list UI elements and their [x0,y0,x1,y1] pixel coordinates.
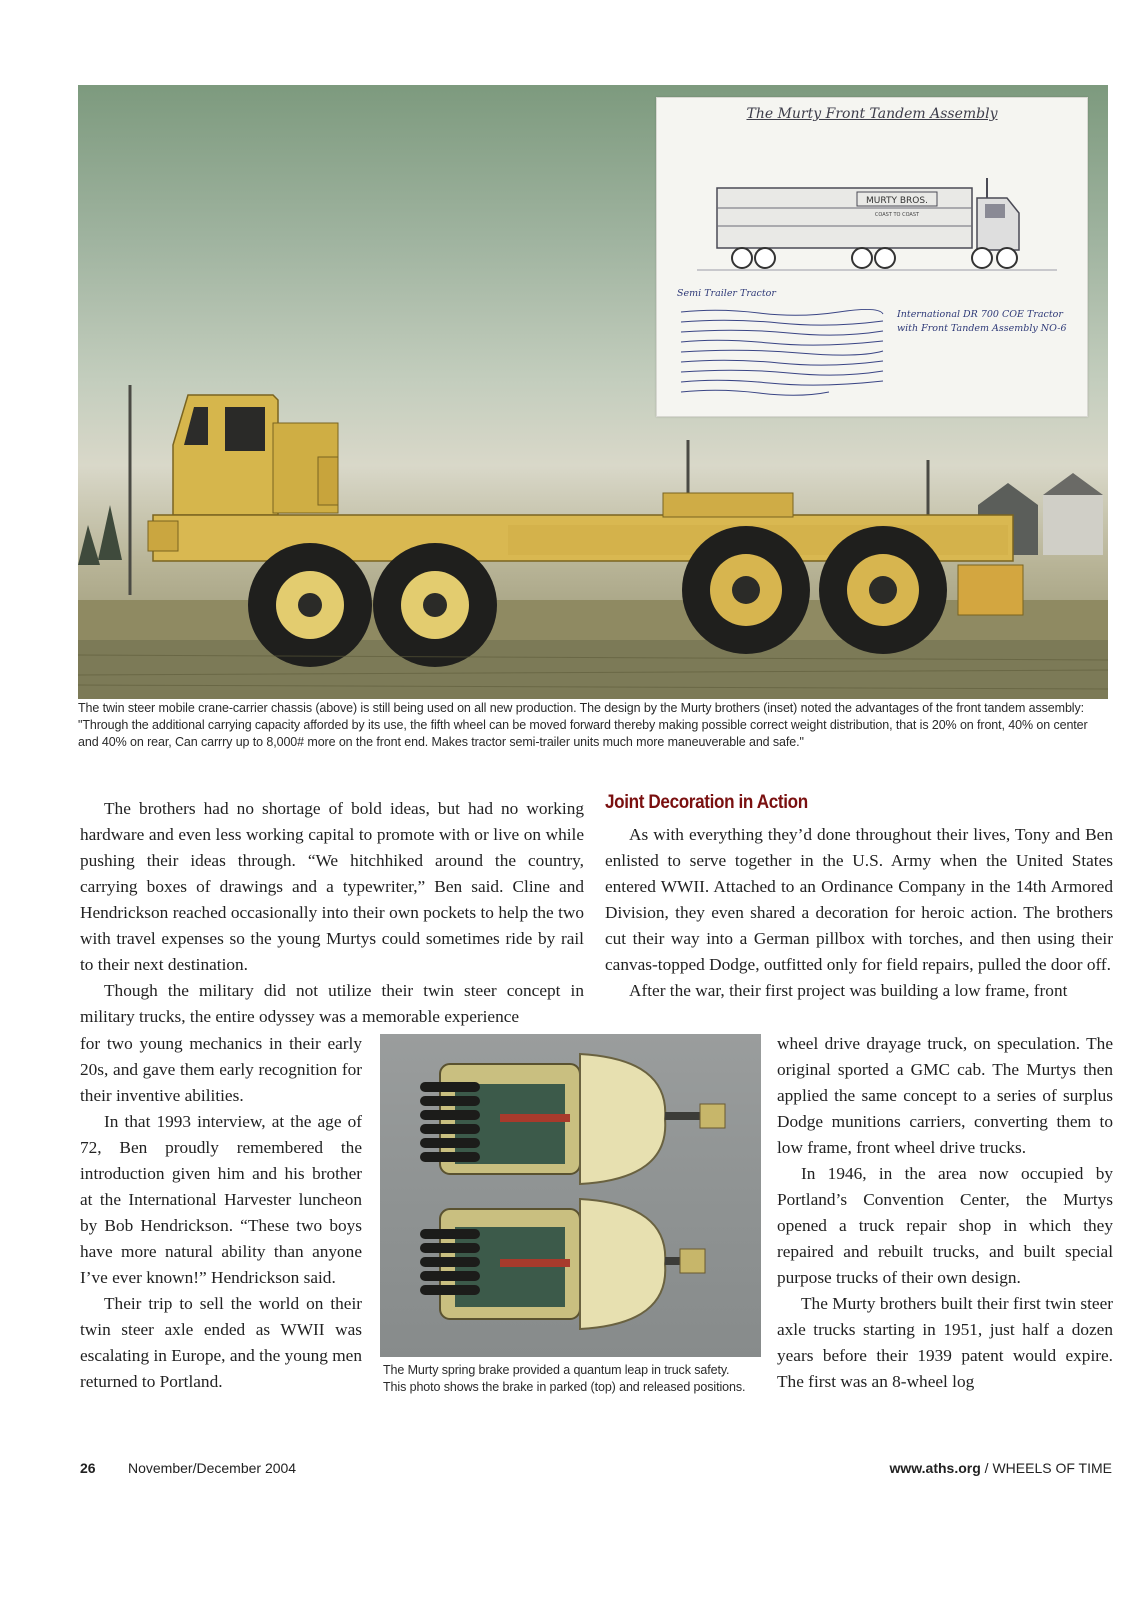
spring-brake-photo [380,1034,761,1357]
trailer-lettering: MURTY BROS. [866,196,928,206]
site-url: www.aths.org [889,1460,981,1476]
magazine-name: WHEELS OF TIME [992,1460,1112,1476]
inset-title: The Murty Front Tandem Assembly [746,106,998,122]
inset-patent-drawing [656,97,1088,417]
paragraph: Their trip to sell the world on their twin steer axle ended as WWII was escalating in Europe, and the young men returned to Portland. [80,1294,362,1391]
issue-date: November/December 2004 [128,1460,297,1476]
article-column-2-wrap [777,1031,1113,1395]
article-column-1 [80,796,584,1030]
paragraph: The Murty brothers built their first twin steer axle trucks starting in 1951, just half a dozen years before their 1939 patent would expire. The first was an 8-wheel log [777,1294,1113,1391]
paragraph: In 1946, in the area now occupied by Portland’s Convention Center, the Murtys opened a truck repair shop in which they repaired and rebuilt trucks, and built special purpose trucks of their own design. [777,1164,1113,1287]
inset-note-left: Semi Trailer Tractor [677,288,776,299]
paragraph: In that 1993 interview, at the age of 72, Ben proudly remembered the introduction given him and his brother at the International Harvester luncheon by Bob Hendrickson. “These two boys have more natural ability than anyone I’ve ever known!” Hendrickson said. [80,1112,362,1287]
paragraph: After the war, their first project was building a low frame, front [629,981,1068,1000]
article-column-2 [605,822,1113,1004]
trailer-sublettering: COAST TO COAST [874,212,920,218]
brake-caption: The Murty spring brake provided a quantum leap in truck safety. This photo shows the brake in parked (top) and released positions. [383,1363,746,1394]
footer-site [890,1460,1113,1476]
semi-trailer-sketch [697,158,1057,278]
section-heading: Joint Decoration in Action [605,792,808,813]
paragraph: Though the military did not utilize their twin steer concept in military trucks, the entire odyssey was a memorable experience [80,981,584,1026]
paragraph: for two young mechanics in their early 20s, and gave them early recognition for their inventive abilities. [80,1034,362,1105]
paragraph: As with everything they’d done throughout their lives, Tony and Ben enlisted to serve together in the U.S. Army when the United States entered WWII. Attached to an Ordinance Company in the 14th Armored Division, they even shared a decoration for heroic action. The brothers cut their way into a German pillbox with torches, and then using their canvas-topped Dodge, outfitted only for field repairs, pulled the door off. [605,825,1113,974]
page-number: 26 [80,1460,96,1476]
spring-brake-illustration [380,1034,761,1357]
paragraph: The brothers had no shortage of bold ideas, but had no working hardware and even less working capital to promote with or live on while pushing their ideas through. “We hitchhiked around the country, carrying boxes of drawings and a typewriter,” Ben said. Cline and Hendrickson reached occasionally into their own pockets to help the two with travel expenses so the young Murtys could sometimes ride by rail to their next destination. [80,799,584,974]
hero-caption: The twin steer mobile crane-carrier chassis (above) is still being used on all new production. The design by the Murty brothers (inset) noted the advantages of the front tandem assembly: "Through the additional carrying capacity afforded by its use, the fifth wheel can be moved forward thereby making possible correct weight distribution, that is 20% on front, 40% on center and 40% on rear, Can carrry up to 8,000# more on the front end. Makes tractor semi-trailer units much more maneuverable and safe." [78,701,1088,749]
inset-handwriting [679,304,885,404]
inset-note-right: International DR 700 COE Tractor with Front Tandem Assembly NO-6 [897,309,1067,334]
footer-separator: / [980,1460,993,1476]
article-column-1-wrap [80,1031,362,1395]
paragraph: wheel drive drayage truck, on speculation. The original sported a GMC cab. The Murtys then applied the same concept to a series of surplus Dodge munitions carriers, converting them to low frame, front wheel drive trucks. [777,1034,1113,1157]
